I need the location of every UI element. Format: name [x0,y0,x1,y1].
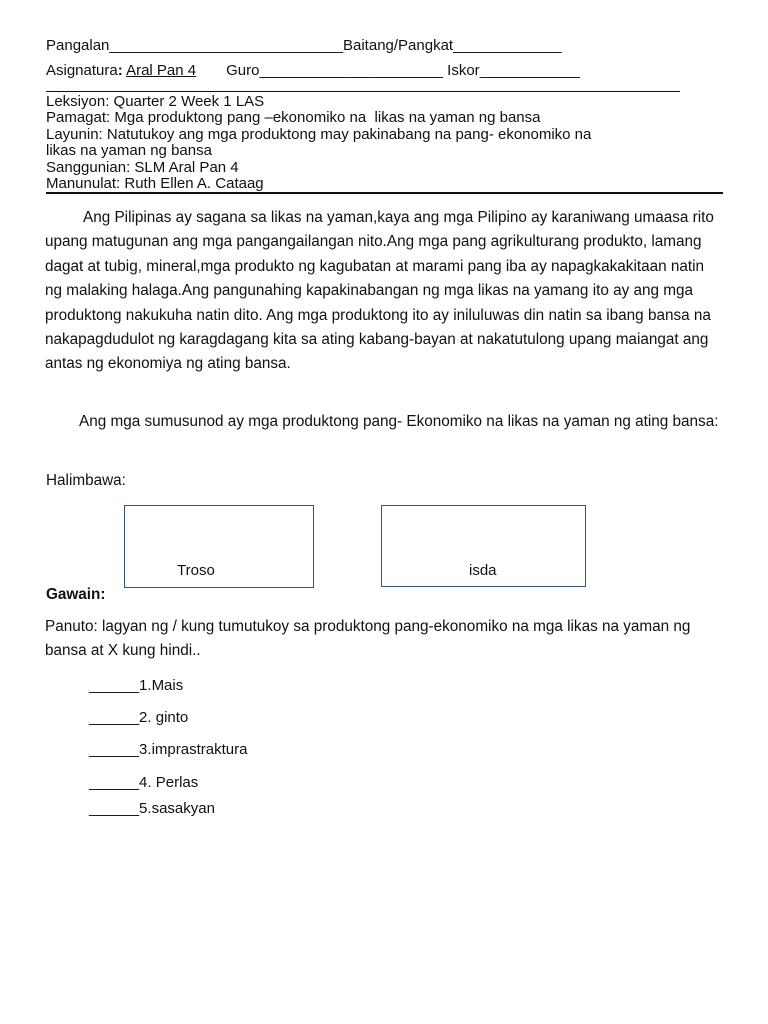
halimbawa-label: Halimbawa: [46,472,126,489]
iskor-label: Iskor [447,62,480,79]
guro-blank[interactable]: ______________________ [259,62,443,79]
guro-label: Guro [226,62,260,79]
asignatura-label: Asignatura [46,62,118,79]
sanggunian-line: Sanggunian: SLM Aral Pan 4 [46,159,239,176]
example-label-troso: Troso [177,562,215,579]
list-item-3[interactable]: ______3.imprastraktura [89,741,248,758]
panuto-instructions: Panuto: lagyan ng / kung tumutukoy sa produktong pang-ekonomiko na mga likas na yaman ng bansa at X kung hindi.. [45,618,691,660]
example-label-isda: isda [469,562,497,579]
pangalan-label: Pangalan [46,37,110,54]
example-box-troso [124,505,314,588]
layunin-line-1: Layunin: Natutukoy ang mga produktong may pakinabang na pang- ekonomiko na [46,126,592,143]
paragraph-list-intro: Ang mga sumusunod ay mga produktong pang- Ekonomiko na likas na yaman ng ating bansa: [79,413,719,430]
name-row [46,37,562,54]
header-rule [46,91,680,92]
list-item-1[interactable]: ______1.Mais [89,677,184,694]
layunin-line-2: likas na yaman ng bansa [46,142,212,159]
leksiyon-line: Leksiyon: Quarter 2 Week 1 LAS [46,93,265,110]
list-item-4[interactable]: ______4. Perlas [89,774,199,791]
asignatura-value: Aral Pan 4 [126,62,197,79]
baitang-label: Baitang/Pangkat [343,37,454,54]
info-rule [46,192,723,194]
iskor-blank[interactable]: ____________ [479,62,580,79]
paragraph-intro: Ang Pilipinas ay sagana sa likas na yaman,kaya ang mga Pilipino ay karaniwang umaasa rito upang matugunan ang mga pangangailangan nito.Ang mga pang agrikulturang produkto, lamang dagat at tubig, mineral,mga produkto ng kagubatan at marami pang iba ay napagkakakitaan natin ng malaking halaga.Ang pangunahing kapakinabangan ng mga likas na yamang ito ay ang mga produktong nakukuha natin dito. Ang mga produktong ito ay iniluluwas din natin sa ibang bansa na nakapagdudulot ng karagdagang kita sa ating kabang-bayan at nakatutulong upang maiangat ang antas ng ekonomiya ng ating bansa. [45,209,714,373]
gawain-heading: Gawain: [46,586,106,603]
asignatura-colon: : [117,62,123,79]
manunulat-line: Manunulat: Ruth Ellen A. Cataag [46,175,264,192]
subject-row [46,62,580,79]
list-item-5[interactable]: ______5.sasakyan [89,800,215,817]
pamagat-line: Pamagat: Mga produktong pang –ekonomiko na likas na yaman ng bansa [46,109,541,126]
baitang-blank[interactable]: _____________ [453,37,562,54]
list-item-2[interactable]: ______2. ginto [89,709,189,726]
pangalan-blank[interactable]: ____________________________ [109,37,343,54]
